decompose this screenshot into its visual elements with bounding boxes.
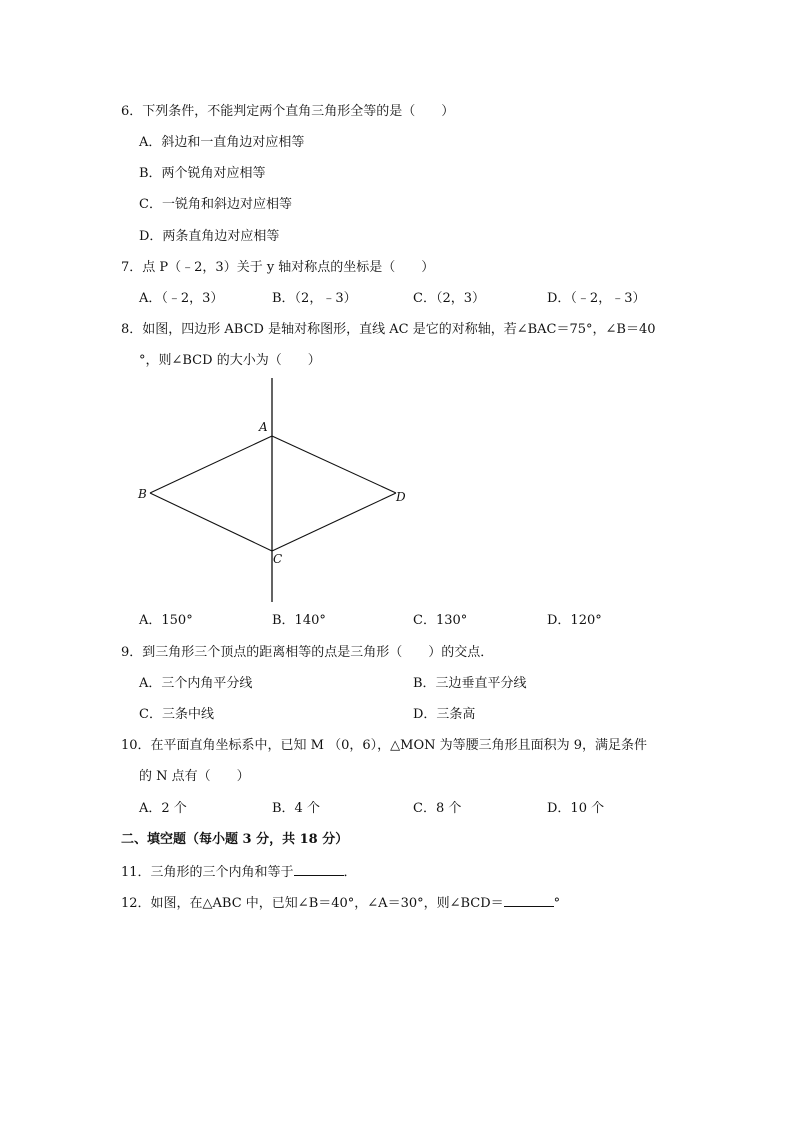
side-bc [150, 493, 272, 551]
q7-option-a: A．（﹣2，3） [139, 291, 224, 306]
q10-option-a: A．2 个 [139, 801, 187, 816]
label-b: B [138, 487, 147, 501]
q12 [121, 894, 560, 912]
q6-option-a: A．斜边和一直角边对应相等 [139, 135, 305, 150]
q8-option-d: D．120° [547, 613, 602, 628]
q8-stem-line1: 8．如图，四边形 ABCD 是轴对称图形，直线 AC 是它的对称轴，若∠BAC＝75°，∠B＝40 [121, 322, 656, 337]
q6-option-b: B．两个锐角对应相等 [139, 166, 266, 181]
q11 [121, 863, 357, 881]
label-c: C [273, 552, 283, 566]
side-ab [150, 436, 272, 493]
side-dc [272, 493, 396, 551]
q10-option-b: B．4 个 [272, 801, 320, 816]
q8-option-c: C．130° [413, 613, 468, 628]
section2-title: 二、填空题（每小题 3 分，共 18 分） [121, 832, 349, 847]
q7-stem: 7．点 P（﹣2，3）关于 y 轴对称点的坐标是（ ） [121, 260, 435, 275]
q10-option-d: D．10 个 [547, 801, 605, 816]
q9-option-d: D．三条高 [413, 707, 476, 722]
q6-option-c: C．一锐角和斜边对应相等 [139, 197, 292, 212]
q6-option-d: D．两条直角边对应相等 [139, 229, 280, 244]
q6-stem: 6．下列条件，不能判定两个直角三角形全等的是（ ） [121, 104, 455, 119]
q11-stem: 11．三角形的三个内角和等于 [121, 865, 294, 880]
q11-suffix: ． [343, 865, 357, 880]
q10-stem-line1: 10．在平面直角坐标系中，已知 M （0，6），△MON 为等腰三角形且面积为 9，满足条件 [121, 738, 648, 753]
q8-option-b: B．140° [272, 613, 326, 628]
q7-option-b: B．（2，﹣3） [272, 291, 357, 306]
q12-suffix: ° [553, 896, 561, 911]
q7-option-c: C．（2，3） [413, 291, 485, 306]
q12-stem: 12．如图，在△ABC 中，已知∠B＝40°，∠A＝30°，则∠BCD＝ [121, 896, 504, 911]
q11-answer-blank[interactable] [294, 863, 344, 876]
q7-option-d: D．（﹣2，﹣3） [547, 291, 646, 306]
q9-stem: 9．到三角形三个顶点的距离相等的点是三角形（ ）的交点． [121, 645, 494, 660]
q12-answer-blank[interactable] [504, 894, 554, 907]
q8-option-a: A．150° [139, 613, 193, 628]
q10-stem-line2: 的 N 点有（ ） [139, 769, 250, 784]
side-ad [272, 436, 396, 493]
label-a: A [259, 420, 268, 434]
q10-option-c: C．8 个 [413, 801, 462, 816]
q9-option-a: A．三个内角平分线 [139, 676, 253, 691]
q9-option-c: C．三条中线 [139, 707, 214, 722]
label-d: D [396, 490, 406, 504]
q9-option-b: B．三边垂直平分线 [413, 676, 527, 691]
q8-stem-line2: °，则∠BCD 的大小为（ ） [139, 353, 321, 368]
